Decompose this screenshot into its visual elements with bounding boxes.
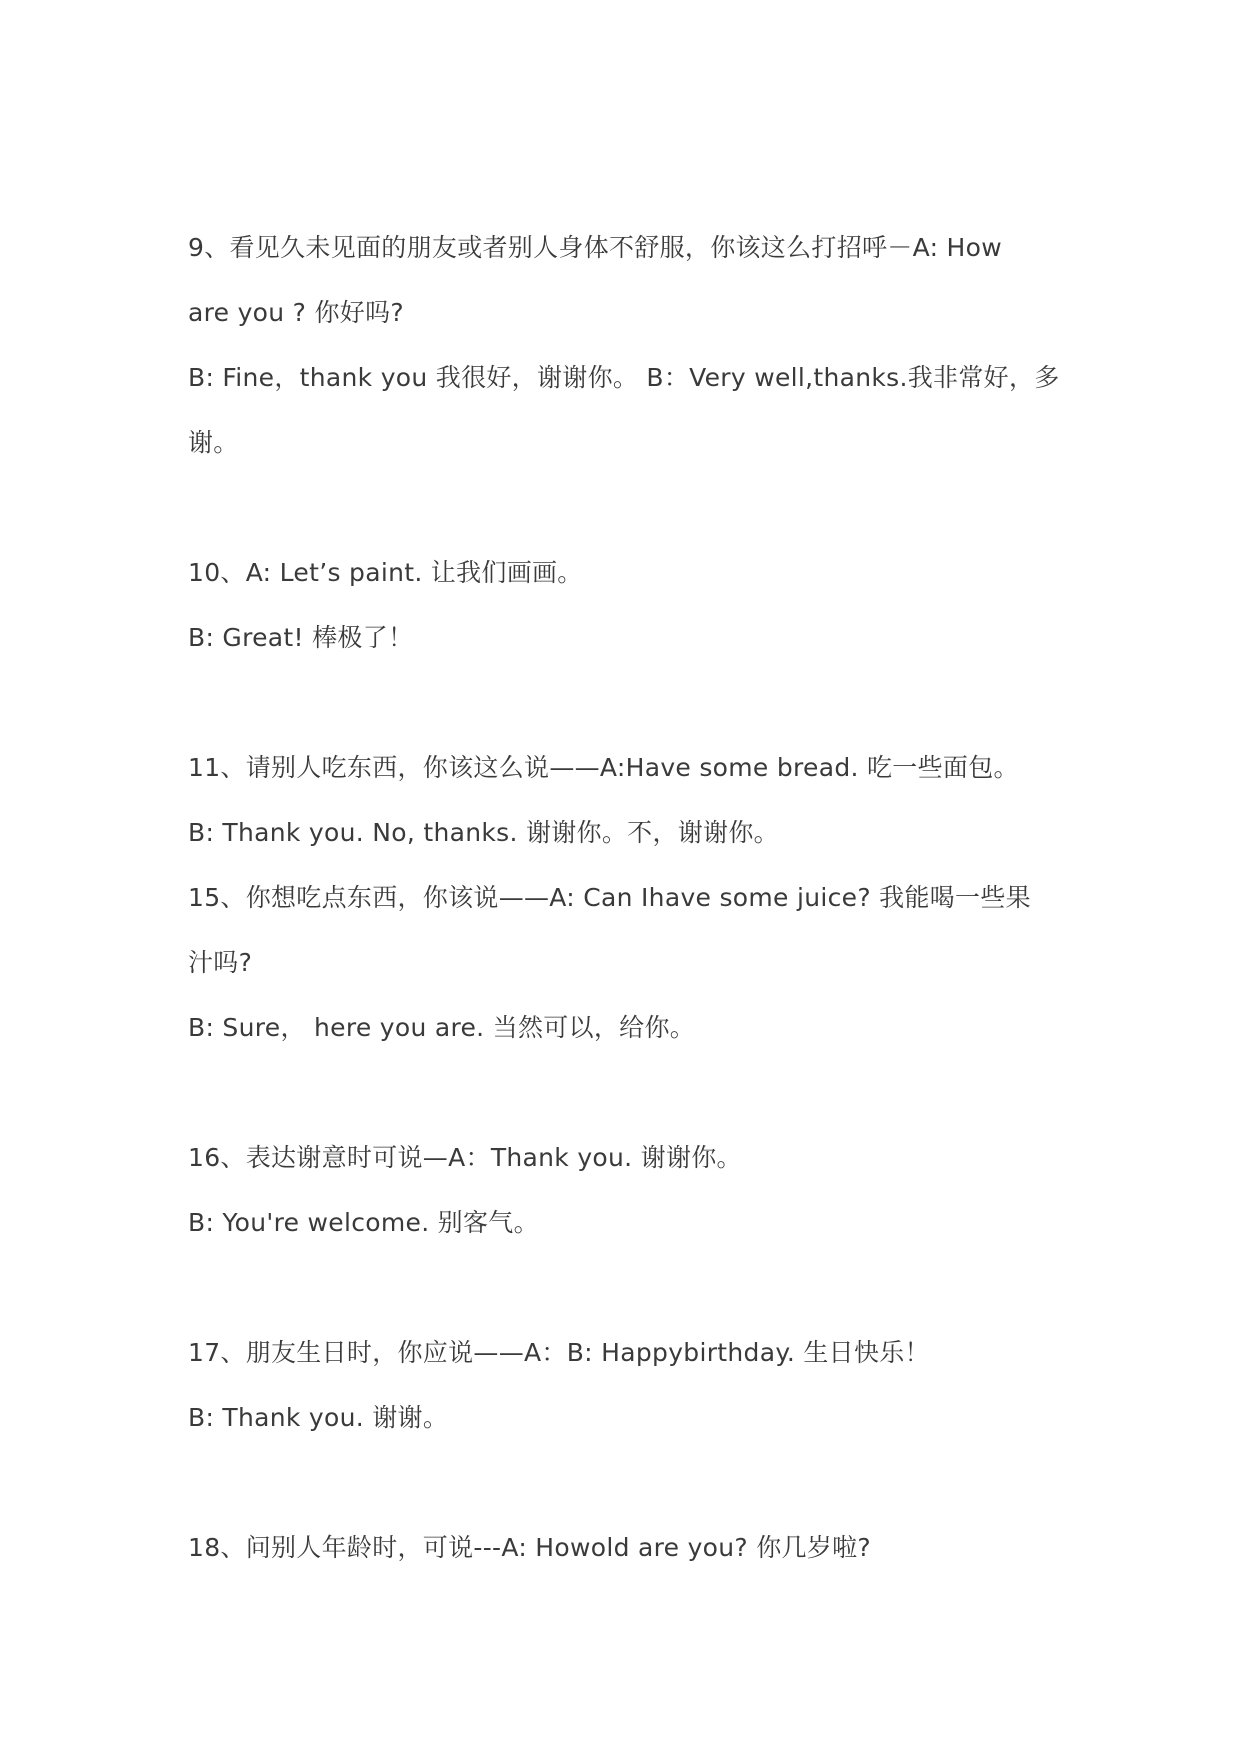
text-line-8: B: Thank you. No, thanks. 谢谢你。不，谢谢你。 <box>188 818 779 847</box>
text-line-16: 18、问别人年龄时，可说---A: Howold are you? 你几岁啦? <box>188 1533 872 1562</box>
text-line-1: 9、看见久未见面的朋友或者别人身体不舒服，你该这么打招呼－A: How <box>188 233 1002 262</box>
text-line-9: 15、你想吃点东西，你该说——A: Can Ihave some juice? 我能喝一些果 <box>188 883 1031 912</box>
text-line-14: 17、朋友生日时，你应说——A：B: Happybirthday. 生日快乐！ <box>188 1338 930 1367</box>
text-line-5: 10、A: Let’s paint. 让我们画画。 <box>188 558 583 587</box>
text-line-10: 汁吗? <box>188 948 253 977</box>
text-line-12: 16、表达谢意时可说—A：Thank you. 谢谢你。 <box>188 1143 742 1172</box>
text-line-13: B: You're welcome. 别客气。 <box>188 1208 539 1237</box>
text-line-6: B: Great! 棒极了！ <box>188 623 414 652</box>
text-line-11: B: Sure， here you are. 当然可以，给你。 <box>188 1013 696 1042</box>
text-line-7: 11、请别人吃东西，你该这么说——A:Have some bread. 吃一些面包。 <box>188 753 1019 782</box>
text-line-15: B: Thank you. 谢谢。 <box>188 1403 449 1432</box>
text-line-4: 谢。 <box>188 428 239 457</box>
text-line-3: B: Fine，thank you 我很好，谢谢你。 B：Very well,thanks.我非常好，多 <box>188 363 1060 392</box>
text-line-2: are you ? 你好吗? <box>188 298 404 327</box>
